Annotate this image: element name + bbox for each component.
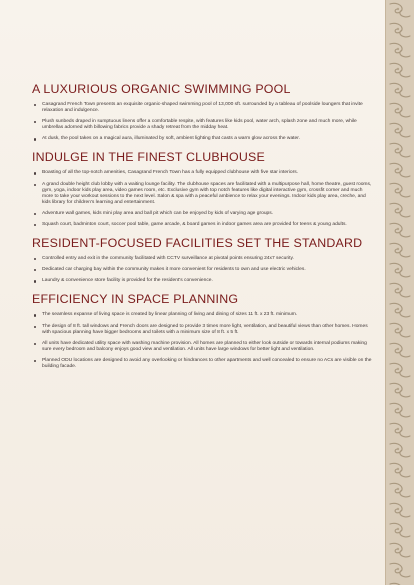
scroll-motif-icon bbox=[390, 283, 410, 297]
bullet-dot-icon bbox=[34, 343, 36, 345]
scroll-motif-icon bbox=[390, 23, 410, 37]
bullet-item bbox=[32, 170, 372, 176]
ornamental-scroll-icon bbox=[386, 0, 414, 585]
scroll-motif-icon bbox=[390, 483, 410, 497]
scroll-motif-icon bbox=[390, 423, 410, 437]
scroll-motif-icon bbox=[390, 103, 410, 117]
bullet-dot-icon bbox=[34, 314, 36, 316]
bullet-text: Laundry & convenience store facility is provided for the resident's convenience. bbox=[42, 278, 213, 284]
section-space-planning bbox=[32, 292, 372, 370]
bullet-item bbox=[32, 222, 372, 228]
page-content bbox=[32, 82, 372, 378]
bullet-text: Adventure wall games, kids mini play area and ball pit which can be enjoyed by kids of varying age groups. bbox=[42, 210, 274, 216]
bullet-dot-icon bbox=[34, 138, 36, 140]
scroll-motif-icon bbox=[390, 243, 410, 257]
bullet-item bbox=[32, 312, 372, 318]
scroll-motif-icon bbox=[390, 463, 410, 477]
bullet-dot-icon bbox=[34, 104, 36, 106]
scroll-motif-icon bbox=[390, 523, 410, 537]
scroll-motif-icon bbox=[390, 543, 410, 557]
bullet-text: Boasting of all the top-notch amenities, Casagrand French Town has a fully equipped clubhouse with five star interiors. bbox=[42, 170, 298, 176]
scroll-motif-icon bbox=[390, 263, 410, 277]
bullet-item bbox=[32, 267, 372, 273]
scroll-motif-icon bbox=[390, 143, 410, 157]
bullet-text: Plush sunbeds draped in sumptuous linens offer a comfortable respite, with features like kids pool, water arch, splash zone and much more, while umbrellas adorned with billowing fabrics provide a shady retreat from the midday heat. bbox=[42, 119, 357, 131]
bullet-text: Casagrand French Town presents an exquisite organic-shaped swimming pool of 13,000 sft. surrounded by a tableau of poolside loungers that invite relaxation and indulgence. bbox=[42, 102, 363, 114]
scroll-motif-icon bbox=[390, 403, 410, 417]
scroll-motif-icon bbox=[390, 183, 410, 197]
bullet-item bbox=[32, 358, 372, 370]
scroll-motif-icon bbox=[390, 83, 410, 97]
bullet-item bbox=[32, 211, 372, 217]
section-heading: EFFICIENCY IN SPACE PLANNING bbox=[32, 292, 239, 307]
bullet-text: Planned ODU locations are designed to avoid any overlooking or hindrances to other apartments and well concealed to ensure no ACs are visible on the building facade. bbox=[42, 357, 372, 369]
bullet-dot-icon bbox=[34, 280, 36, 282]
bullet-dot-icon bbox=[34, 184, 36, 186]
scroll-motif-icon bbox=[390, 43, 410, 57]
scroll-motif-icon bbox=[390, 363, 410, 377]
bullet-text: The design of 8 ft. tall windows and French doors are designed to provide 3 times more light, ventilation, and beautiful views than other homes. Homes with spacious planning have bigger bedrooms and toilets with a minimum size of 8 ft. x 5 ft. bbox=[42, 323, 368, 335]
bullet-text: All units have dedicated utility space with washing machine provision. All homes are planned to either look outside or towards internal podiums making sure every bedroom and balcony enjoys good view and ventilation. All units have large windows for better light and ventilation. bbox=[42, 340, 367, 352]
bullet-text: Squash court, badminton court, soccer pool table, game arcade, & board games in indoor games area are provided for teens & young adults. bbox=[42, 222, 347, 228]
ornamental-border bbox=[385, 0, 414, 585]
bullet-dot-icon bbox=[34, 269, 36, 271]
bullet-item bbox=[32, 324, 372, 336]
scroll-motif-icon bbox=[390, 563, 410, 577]
scroll-motif-icon bbox=[390, 123, 410, 137]
bullet-dot-icon bbox=[34, 121, 36, 123]
section-resident-facilities bbox=[32, 236, 372, 284]
scroll-motif-icon bbox=[390, 63, 410, 77]
scroll-motif-icon bbox=[390, 443, 410, 457]
bullet-item bbox=[32, 256, 372, 262]
scroll-motif-icon bbox=[390, 383, 410, 397]
bullet-item bbox=[32, 136, 372, 142]
bullet-item bbox=[32, 341, 372, 353]
section-heading: INDULGE IN THE FINEST CLUBHOUSE bbox=[32, 150, 265, 165]
scroll-motif-icon bbox=[390, 203, 410, 217]
bullet-dot-icon bbox=[34, 326, 36, 328]
scroll-motif-icon bbox=[390, 223, 410, 237]
bullet-item bbox=[32, 119, 372, 131]
bullet-dot-icon bbox=[34, 172, 36, 174]
bullet-text: The seamless expanse of living space is created by linear planning of living and dining of sizes 11 ft. x 23 ft. minimum. bbox=[42, 312, 298, 318]
bullet-text: At dusk, the pool takes on a magical aura, illuminated by soft, ambient lighting that casts a warm glow across the water. bbox=[42, 136, 300, 142]
bullet-item bbox=[32, 102, 372, 114]
bullet-list bbox=[32, 312, 372, 370]
bullet-list bbox=[32, 170, 372, 228]
scroll-motif-icon bbox=[390, 3, 410, 17]
scroll-motif-icon bbox=[390, 503, 410, 517]
bullet-item bbox=[32, 278, 372, 284]
section-swimming-pool bbox=[32, 82, 372, 142]
bullet-text: Controlled entry and exit in the community facilitated with CCTV surveillance at pivotal points ensuring 24x7 security. bbox=[42, 256, 294, 262]
section-clubhouse bbox=[32, 150, 372, 228]
scroll-motif-icon bbox=[390, 303, 410, 317]
bullet-text: A grand double height club lobby with a waiting lounge facility. The clubhouse spaces are facilitated with a multipurpose hall, home theatre, guest rooms, gym, yoga, indoor kids play area, video games room, etc. Exclusive gym with top notch features like digital interactive gym, crossfit corner and much more to take your workout sessions to the next level. Salon & spa with a peaceful ambience to relax your evenings. Indoor kids play area, creche, and kids library for children's learning and entertainment. bbox=[42, 181, 372, 205]
bullet-text: Dedicated car charging bay within the community makes it more convenient for residents to own and use electric vehicles. bbox=[42, 267, 306, 273]
section-heading: A LUXURIOUS ORGANIC SWIMMING POOL bbox=[32, 82, 291, 96]
bullet-dot-icon bbox=[34, 360, 36, 362]
bullet-list bbox=[32, 102, 372, 142]
section-heading: RESIDENT-FOCUSED FACILITIES SET THE STANDARD bbox=[32, 236, 363, 251]
bullet-item bbox=[32, 182, 372, 206]
bullet-dot-icon bbox=[34, 213, 36, 215]
bullet-dot-icon bbox=[34, 258, 36, 260]
bullet-list bbox=[32, 256, 372, 284]
scroll-motif-icon bbox=[390, 343, 410, 357]
bullet-dot-icon bbox=[34, 224, 36, 226]
scroll-motif-icon bbox=[390, 163, 410, 177]
scroll-motif-icon bbox=[390, 323, 410, 337]
